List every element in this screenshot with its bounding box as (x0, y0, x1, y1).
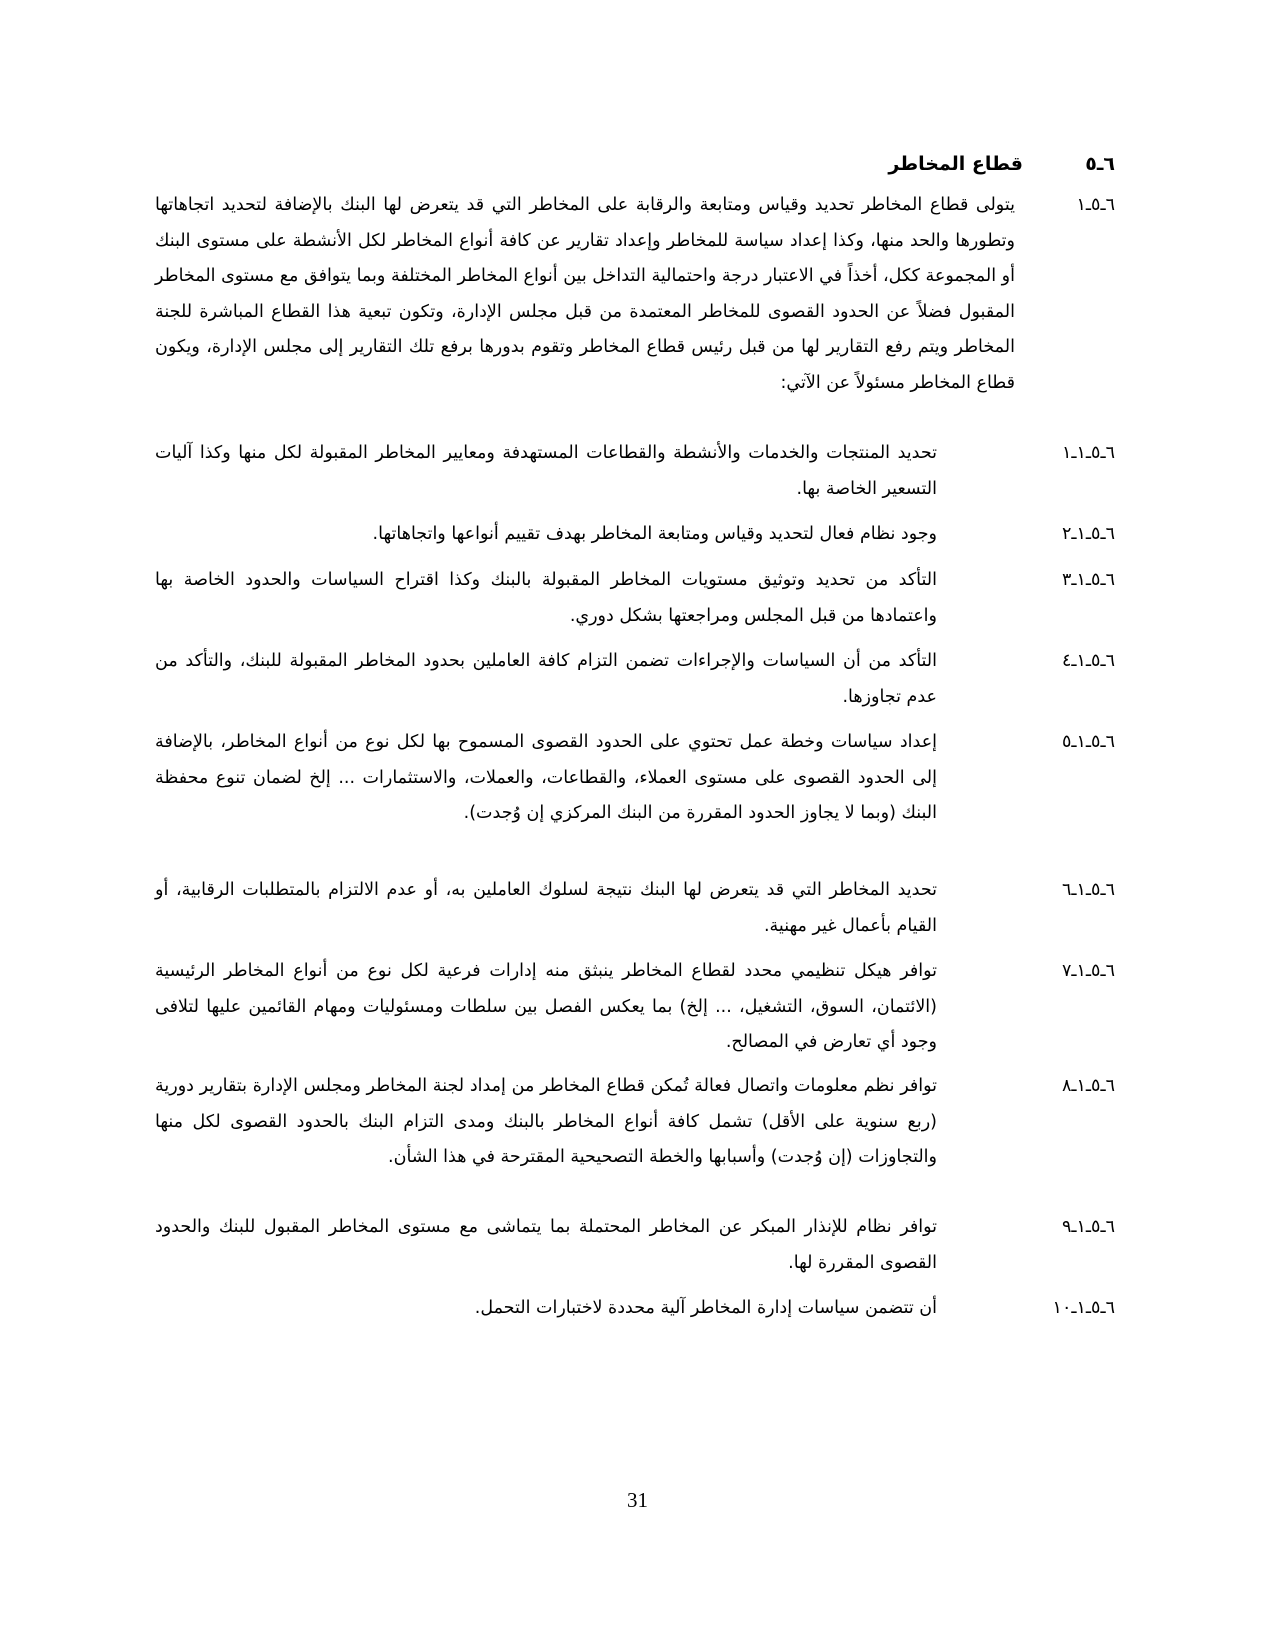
item-text: أن تتضمن سياسات إدارة المخاطر آلية محددة لاختبارات التحمل. (474, 1298, 937, 1318)
intro-text: يتولى قطاع المخاطر تحديد وقياس ومتابعة والرقابة على المخاطر التي قد يتعرض لها البنك بالإضافة لتحديد اتجاهاتها وتطورها والحد منها، وكذا إعداد سياسة للمخاطر وإعداد تقارير عن كافة أنواع المخاطر لكل الأنشطة على مستوى البنك أو المجموعة ككل، أخذاً في الاعتبار درجة واحتمالية التداخل بين أنواع المخاطر المختلفة وبما يتوافق مع مستوى المخاطر المقبول فضلاً عن الحدود القصوى للمخاطر المعتمدة من قبل مجلس الإدارة، وتكون تبعية هذا القطاع المباشرة للجنة المخاطر ويتم رفع التقارير لها من قبل رئيس قطاع المخاطر وتقوم بدورها برفع تلك التقارير إلى مجلس الإدارة، ويكون قطاع المخاطر مسئولاً عن الآتي: (155, 195, 1015, 393)
item-number: ٦ـ٥ـ١ـ٩ (1061, 1217, 1115, 1237)
list-item (155, 436, 1115, 507)
list-item (155, 644, 1115, 715)
item-text: توافر نظام للإنذار المبكر عن المخاطر المحتملة بما يتماشى مع مستوى المخاطر المقبول للبنك والحدود القصوى المقررة لها. (155, 1217, 937, 1273)
item-number: ٦ـ٥ـ١ـ٨ (1061, 1076, 1115, 1096)
item-number: ٦ـ٥ـ١ـ١٠ (1052, 1298, 1115, 1318)
item-number: ٦ـ٥ـ١ـ٧ (1061, 961, 1115, 981)
list-item (155, 1069, 1115, 1176)
page-number: 31 (627, 1488, 648, 1512)
list-item (155, 954, 1115, 1061)
list-item (155, 517, 1115, 553)
item-text: إعداد سياسات وخطة عمل تحتوي على الحدود القصوى المسموح بها لكل نوع من أنواع المخاطر، بالإضافة إلى الحدود القصوى على مستوى العملاء، والقطاعات، والعملات، والاستثمارات ... إلخ لضمان تنوع محفظة البنك (وبما لا يجاوز الحدود المقررة من البنك المركزي إن وُجدت). (155, 732, 937, 823)
item-text: التأكد من تحديد وتوثيق مستويات المخاطر المقبولة بالبنك وكذا اقتراح السياسات والحدود الخاصة بها واعتمادها من قبل المجلس ومراجعتها بشكل دوري. (155, 570, 937, 626)
list-item (155, 725, 1115, 832)
section-number: ٦ـ٥ (1085, 153, 1115, 175)
item-number: ٦ـ٥ـ١ـ٣ (1061, 570, 1115, 590)
item-text: تحديد المنتجات والخدمات والأنشطة والقطاعات المستهدفة ومعايير المخاطر المقبولة لكل منها وكذا آليات التسعير الخاصة بها. (155, 443, 937, 499)
item-text: التأكد من أن السياسات والإجراءات تضمن التزام كافة العاملين بحدود المخاطر المقبولة للبنك، والتأكد من عدم تجاوزها. (155, 651, 937, 707)
list-item (155, 1291, 1115, 1327)
item-number: ٦ـ٥ـ١ـ٢ (1061, 524, 1115, 544)
item-number: ٦ـ٥ـ١ـ٤ (1061, 651, 1115, 671)
item-text: توافر نظم معلومات واتصال فعالة تُمكن قطاع المخاطر من إمداد لجنة المخاطر ومجلس الإدارة بتقارير دورية (ربع سنوية على الأقل) تشمل كافة أنواع المخاطر بالبنك ومدى التزام البنك بالحدود القصوى لكل منها والتجاوزات (إن وُجدت) وأسبابها والخطة التصحيحية المقترحة في هذا الشأن. (155, 1076, 937, 1167)
item-text: تحديد المخاطر التي قد يتعرض لها البنك نتيجة لسلوك العاملين به، أو عدم الالتزام بالمتطلبات الرقابية، أو القيام بأعمال غير مهنية. (155, 880, 937, 936)
list-item (155, 873, 1115, 944)
item-number: ٦ـ٥ـ١ـ١ (1061, 443, 1115, 463)
section-title: قطاع المخاطر (888, 153, 1023, 175)
item-text: وجود نظام فعال لتحديد وقياس ومتابعة المخاطر بهدف تقييم أنواعها واتجاهاتها. (372, 524, 937, 544)
item-number: ٦ـ٥ـ١ـ٦ (1061, 880, 1115, 900)
intro-number: ٦ـ٥ـ١ (1076, 195, 1115, 215)
list-item (155, 1210, 1115, 1281)
section-heading (215, 148, 1115, 180)
item-number: ٦ـ٥ـ١ـ٥ (1061, 732, 1115, 752)
intro-paragraph (155, 188, 1115, 401)
list-item (155, 563, 1115, 634)
item-text: توافر هيكل تنظيمي محدد لقطاع المخاطر ينبثق منه إدارات فرعية لكل نوع من أنواع المخاطر الرئيسية (الائتمان، السوق، التشغيل، ... إلخ) بما يعكس الفصل بين سلطات ومسئوليات ومهام القائمين عليها لتلافى وجود أي تعارض في المصالح. (155, 961, 937, 1052)
